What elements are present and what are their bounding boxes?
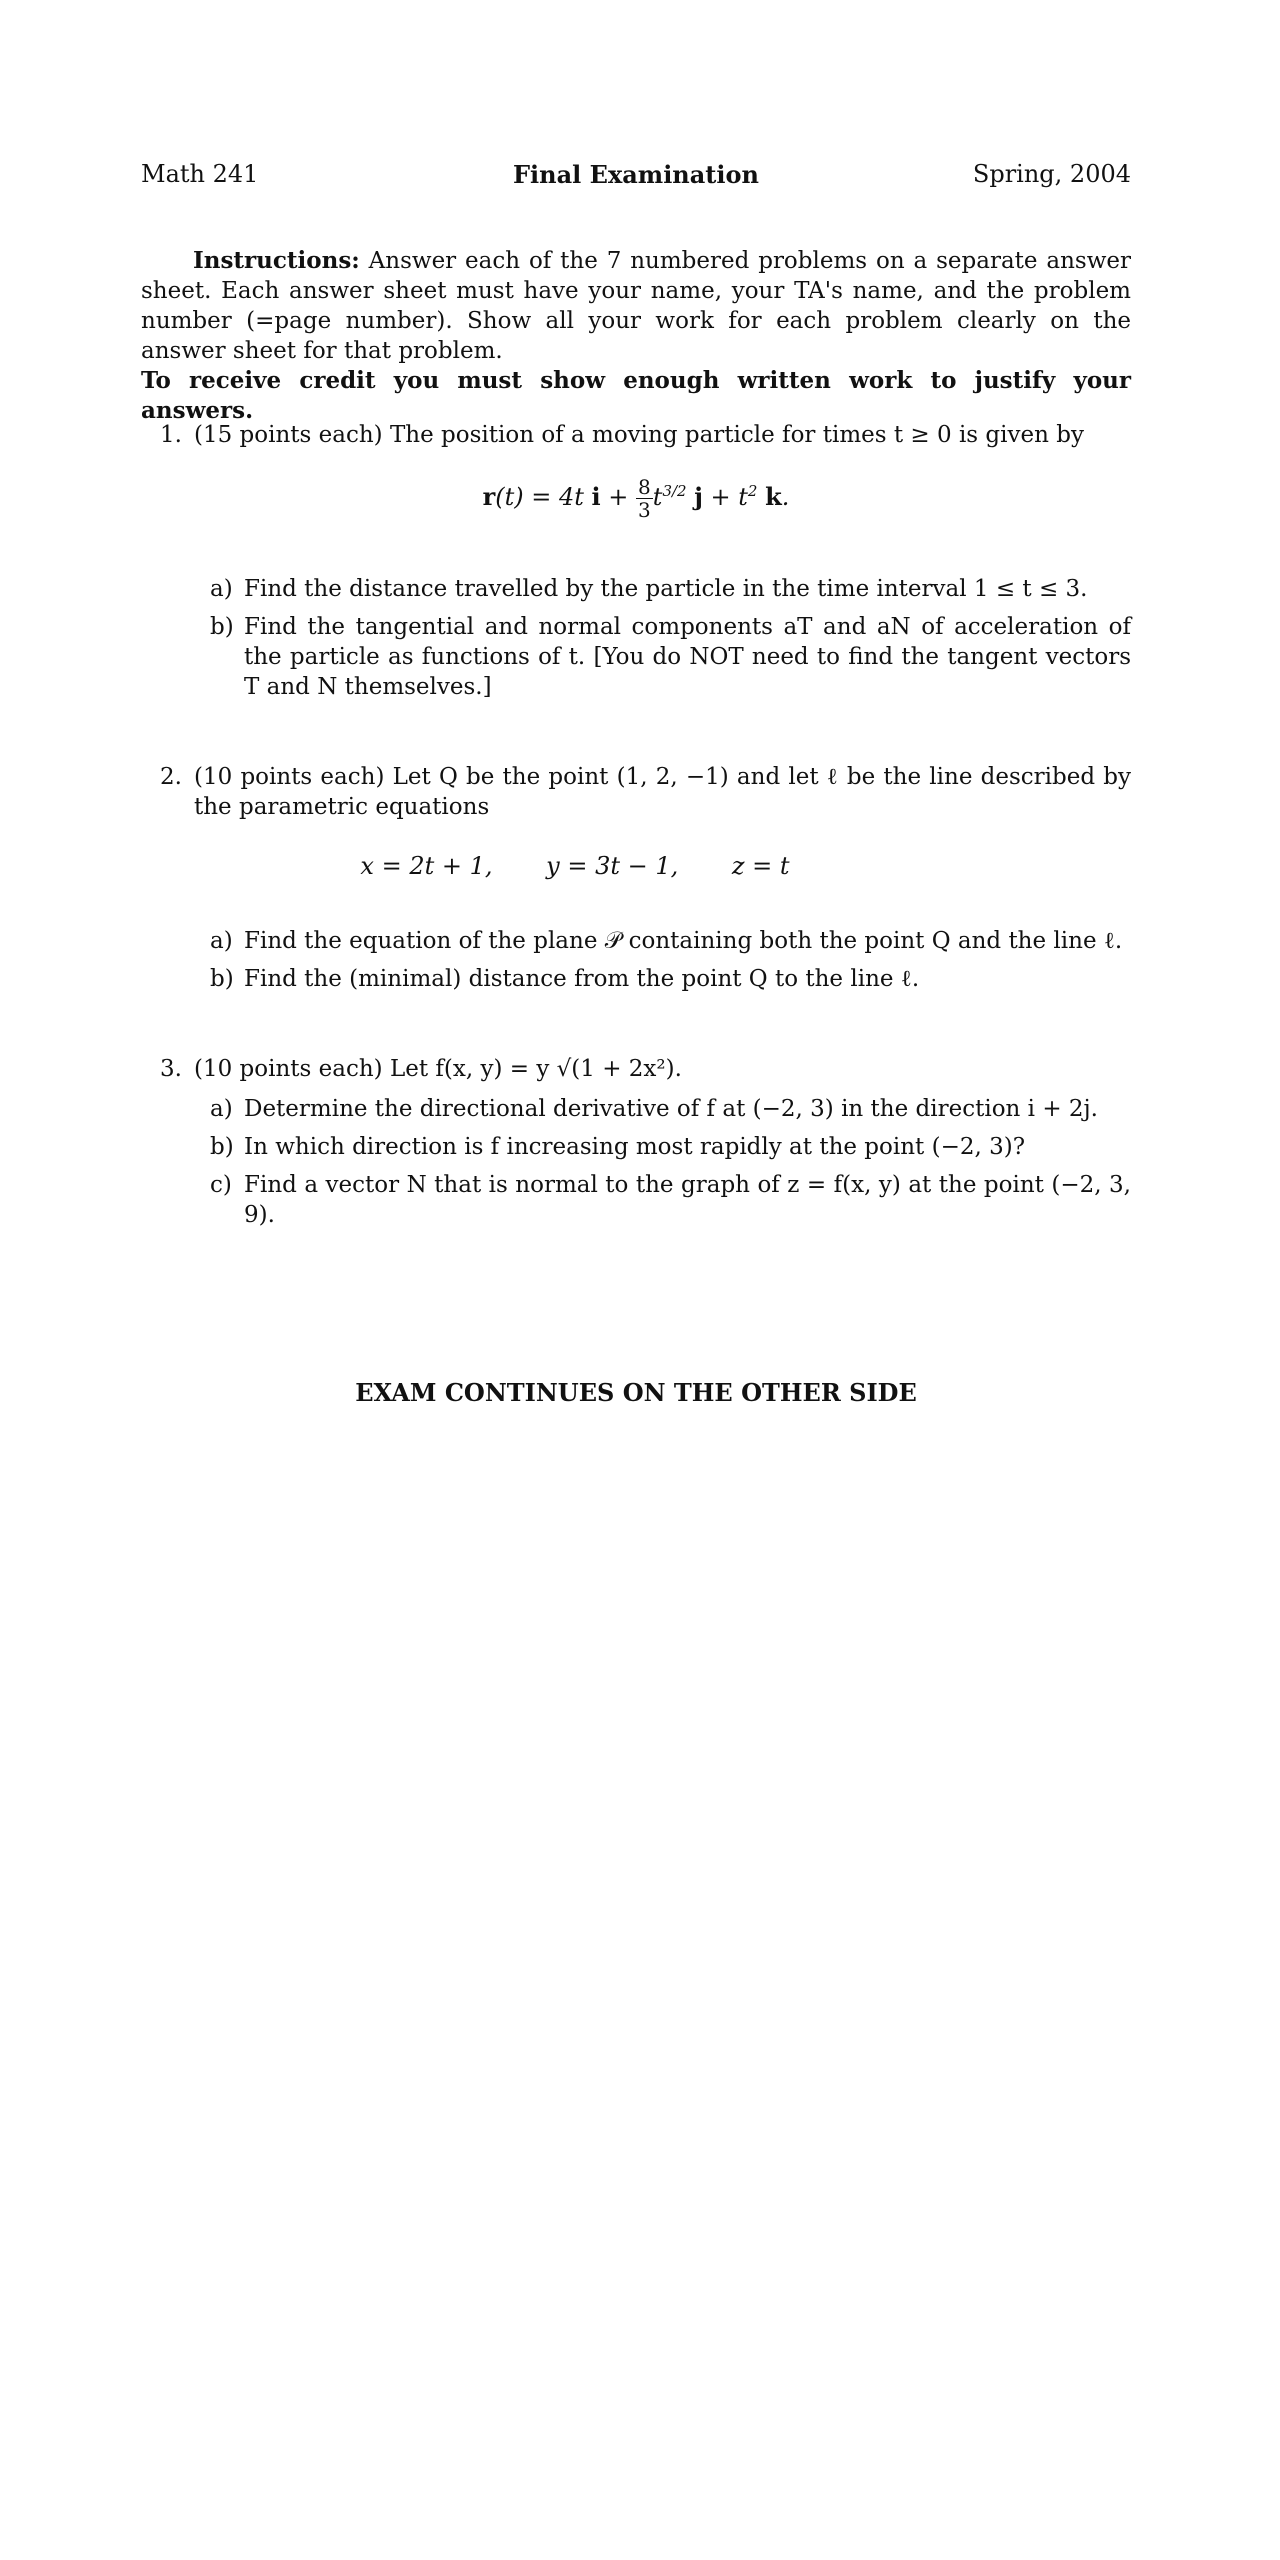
- instructions-final: To receive credit you must show enough written work to justify your answers.: [141, 367, 1131, 424]
- part-text: In which direction is f increasing most rapidly at the point (−2, 3)?: [244, 1134, 1026, 1160]
- problem-2: [160, 762, 1131, 822]
- problem-number: 2.: [160, 764, 182, 790]
- part-label: a): [210, 576, 233, 602]
- part-label: b): [210, 1134, 234, 1160]
- part-b: [210, 612, 1131, 702]
- continues-notice: EXAM CONTINUES ON THE OTHER SIDE: [355, 1378, 917, 1407]
- part-label: b): [210, 966, 234, 992]
- part-text: Find the equation of the plane 𝒫 containing both the point Q and the line ℓ.: [244, 928, 1123, 954]
- problem-3-parts: [210, 1094, 1131, 1238]
- problem-text: (15 points each) The position of a moving particle for times t ≥ 0 is given by: [194, 422, 1084, 448]
- part-label: a): [210, 928, 233, 954]
- instructions-body: Answer each of the 7 numbered problems on a separate answer sheet. Each answer sheet must have your name, your TA's name, and the problem number (=page number). Show all your work for each problem clearly on the answer sheet for that problem.: [141, 248, 1132, 364]
- problem-number: 3.: [160, 1056, 182, 1082]
- part-label: a): [210, 1096, 233, 1122]
- part-a: [210, 574, 1131, 604]
- problem-text: (10 points each) Let Q be the point (1, 2, −1) and let ℓ be the line described by the parametric equations: [194, 764, 1131, 820]
- equation-y: y = 3t − 1,: [546, 852, 679, 880]
- problem-number: 1.: [160, 422, 182, 448]
- position-equation: r(t) = 4t i + $\frac{8}{3}$ $t^{3/2}$ $j + t^2$ k.: [482, 475, 790, 522]
- equation-x: x = 2t + 1,: [360, 852, 493, 880]
- part-c: [210, 1170, 1131, 1230]
- problem-3: [160, 1054, 1131, 1084]
- part-a: [210, 1094, 1131, 1124]
- exam-title: Final Examination: [513, 160, 759, 189]
- instructions-block: [141, 246, 1131, 426]
- problem-2-parts: [210, 926, 1131, 1002]
- part-label: c): [210, 1172, 232, 1198]
- part-a: [210, 926, 1131, 956]
- part-text: Determine the directional derivative of f at (−2, 3) in the direction i + 2j.: [244, 1096, 1098, 1122]
- part-b: [210, 1132, 1131, 1162]
- page-header: [141, 160, 1131, 200]
- problem-1: [160, 420, 1131, 450]
- part-text: Find the distance travelled by the particle in the time interval 1 ≤ t ≤ 3.: [244, 576, 1088, 602]
- instructions-lead: Instructions:: [193, 247, 360, 274]
- equation-z: z = t: [731, 852, 790, 880]
- course-label: Math 241: [141, 160, 259, 188]
- part-b: [210, 964, 1131, 994]
- part-text: Find a vector N that is normal to the graph of z = f(x, y) at the point (−2, 3, 9).: [244, 1172, 1131, 1228]
- part-label: b): [210, 614, 234, 640]
- part-text: Find the (minimal) distance from the point Q to the line ℓ.: [244, 966, 920, 992]
- problem-1-parts: [210, 574, 1131, 710]
- term-label: Spring, 2004: [972, 160, 1131, 188]
- parametric-equations: [80, 852, 1070, 880]
- problem-text: (10 points each) Let f(x, y) = y √(1 + 2x²).: [194, 1056, 682, 1082]
- part-text: Find the tangential and normal components aT and aN of acceleration of the particle as functions of t. [You do NOT need to find the tangent vectors T and N themselves.]: [244, 614, 1131, 700]
